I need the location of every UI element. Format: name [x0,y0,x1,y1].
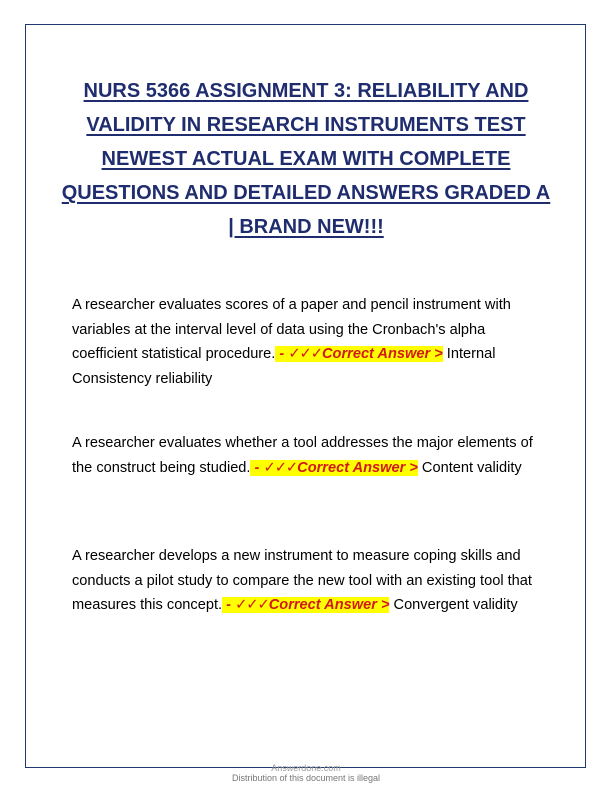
document-title: NURS 5366 ASSIGNMENT 3: RELIABILITY AND VALIDITY IN RESEARCH INSTRUMENTS TEST NEWEST ACTUAL EXAM WITH COMPLETE QUESTIONS AND DETAILED ANSWERS GRADED A | BRAND NEW!!! [61,80,551,238]
checkmarks-icon: ✓✓✓ [235,596,269,613]
checkmarks-icon: ✓✓✓ [263,458,298,476]
footer-site: Answerdone.com [271,763,341,773]
answer-marker: - ✓✓✓Correct Answer > [250,458,418,476]
question-text: A researcher evaluates whether a tool addresses the major elements of the construct being studied. [72,435,533,476]
qa-item-3 [72,544,552,618]
answer-text: Internal Consistency reliability [72,346,496,387]
answer-text: Convergent validity [389,597,518,613]
watermark-footer [0,763,612,783]
footer-notice: Distribution of this document is illegal [231,773,381,783]
answer-marker: - ✓✓✓Correct Answer > [275,345,443,362]
qa-item-1 [72,293,552,391]
question-text: A researcher evaluates scores of a paper and pencil instrument with variables at the interval level of data using the Cronbach's alpha coefficient statistical procedure. [72,297,511,362]
question-text: A researcher develops a new instrument to measure coping skills and conducts a pilot study to compare the new tool with an existing tool that measures this concept. [72,548,532,613]
checkmarks-icon: ✓✓✓ [288,345,323,362]
qa-item-2 [72,431,552,480]
answer-text: Content validity [417,459,522,476]
answer-marker: - ✓✓✓Correct Answer > [222,596,390,613]
